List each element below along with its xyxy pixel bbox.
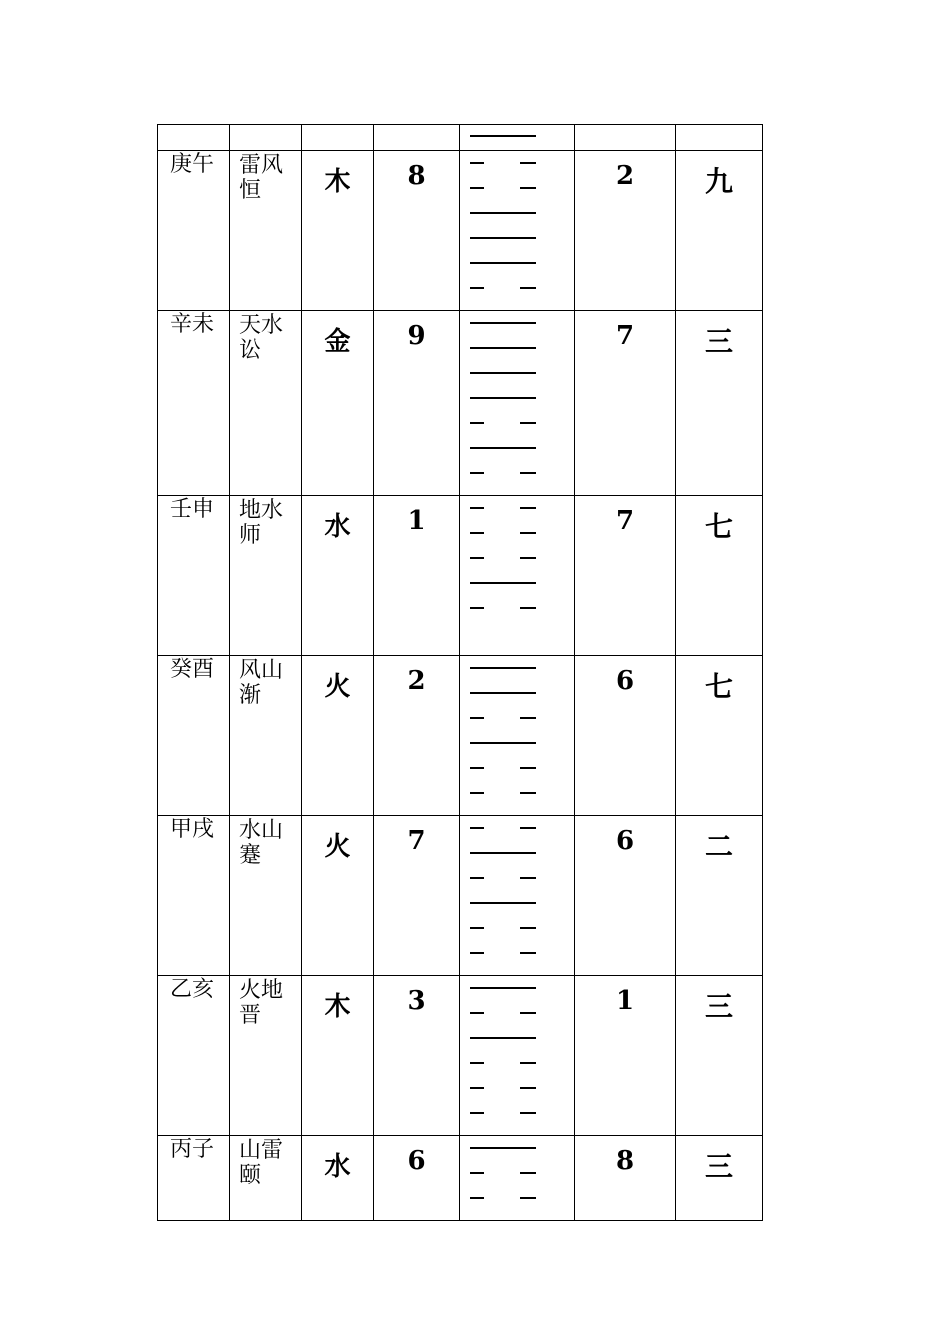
yin-line [470, 461, 574, 486]
yin-line [470, 176, 574, 201]
yin-line [470, 756, 574, 781]
yun-cell: 二 [676, 816, 763, 976]
gua-name-cell [230, 151, 302, 311]
yang-line [470, 681, 574, 706]
ganzhi-cell: 乙亥 [158, 976, 230, 1136]
number-cell: 7 [374, 816, 460, 976]
number-cell: 8 [374, 151, 460, 311]
yin-line [470, 496, 574, 521]
wuxing-cell: 火 [302, 656, 374, 816]
ganzhi-cell: 癸酉 [158, 656, 230, 816]
number-cell-2: 1 [575, 976, 676, 1136]
yin-line [470, 916, 574, 941]
gua-name: 山雷颐 [239, 1138, 284, 1188]
yang-line [470, 1136, 574, 1161]
yin-line [470, 1161, 574, 1186]
wuxing-cell: 木 [302, 151, 374, 311]
yun-cell: 九 [676, 151, 763, 311]
number-cell: 2 [374, 656, 460, 816]
yun-cell: 三 [676, 976, 763, 1136]
gua-name: 雷风恒 [239, 153, 284, 203]
wuxing-cell: 木 [302, 976, 374, 1136]
gua-name-cell [230, 125, 302, 151]
yin-line [470, 411, 574, 436]
yang-line [470, 226, 574, 251]
number-cell-2: 7 [575, 496, 676, 656]
wuxing-cell: 金 [302, 311, 374, 496]
yang-line [470, 976, 574, 1001]
table-row [158, 125, 763, 151]
table-row [158, 816, 763, 976]
yang-line [470, 656, 574, 681]
number-cell-2 [575, 125, 676, 151]
hexagram-lines-cell [460, 125, 575, 151]
yang-line [470, 201, 574, 226]
hexagram-lines-cell [460, 311, 575, 496]
yang-line [470, 841, 574, 866]
yin-line [470, 866, 574, 891]
yun-cell: 七 [676, 496, 763, 656]
gua-name-cell [230, 816, 302, 976]
gua-name-cell [230, 496, 302, 656]
yin-line [470, 546, 574, 571]
yang-line [470, 731, 574, 756]
yang-line [470, 311, 574, 336]
gua-name: 水山蹇 [239, 818, 284, 868]
number-cell-2: 8 [575, 1136, 676, 1221]
yin-line [470, 1186, 574, 1211]
yin-line [470, 1076, 574, 1101]
yun-cell: 三 [676, 311, 763, 496]
ganzhi-cell: 辛未 [158, 311, 230, 496]
yang-line [470, 251, 574, 276]
hexagram-lines-cell [460, 1136, 575, 1221]
number-cell: 9 [374, 311, 460, 496]
yin-line [470, 1101, 574, 1126]
number-cell [374, 125, 460, 151]
gua-name: 火地晋 [239, 978, 284, 1028]
yin-line [470, 596, 574, 621]
yin-line [470, 941, 574, 966]
yang-line [470, 436, 574, 461]
ganzhi-cell: 壬申 [158, 496, 230, 656]
yin-line [470, 706, 574, 731]
yun-cell: 三 [676, 1136, 763, 1221]
yang-line [470, 361, 574, 386]
wuxing-cell [302, 125, 374, 151]
number-cell-2: 6 [575, 816, 676, 976]
yin-line [470, 816, 574, 841]
gua-name: 天水讼 [239, 313, 284, 363]
table-row [158, 496, 763, 656]
yang-line [470, 386, 574, 411]
gua-name-cell [230, 311, 302, 496]
yang-line [470, 336, 574, 361]
hexagram-table [157, 124, 763, 1221]
gua-name-cell [230, 656, 302, 816]
yang-line [470, 891, 574, 916]
yun-cell: 七 [676, 656, 763, 816]
table-row [158, 151, 763, 311]
table-row [158, 311, 763, 496]
wuxing-cell: 水 [302, 1136, 374, 1221]
number-cell: 1 [374, 496, 460, 656]
gua-name-cell [230, 976, 302, 1136]
ganzhi-cell: 庚午 [158, 151, 230, 311]
number-cell: 6 [374, 1136, 460, 1221]
gua-name: 风山渐 [239, 658, 284, 708]
gua-name: 地水师 [239, 498, 284, 548]
table-row [158, 656, 763, 816]
yang-line [470, 125, 574, 149]
hexagram-lines-cell [460, 816, 575, 976]
number-cell-2: 6 [575, 656, 676, 816]
number-cell-2: 7 [575, 311, 676, 496]
ganzhi-cell: 甲戌 [158, 816, 230, 976]
table-body [158, 125, 763, 1221]
yang-line [470, 571, 574, 596]
ganzhi-cell [158, 125, 230, 151]
wuxing-cell: 火 [302, 816, 374, 976]
yin-line [470, 276, 574, 301]
yang-line [470, 1026, 574, 1051]
ganzhi-cell: 丙子 [158, 1136, 230, 1221]
table-row [158, 976, 763, 1136]
number-cell-2: 2 [575, 151, 676, 311]
hexagram-lines-cell [460, 656, 575, 816]
yin-line [470, 521, 574, 546]
yin-line [470, 1051, 574, 1076]
table-row [158, 1136, 763, 1221]
hexagram-lines-cell [460, 151, 575, 311]
yin-line [470, 151, 574, 176]
gua-name-cell [230, 1136, 302, 1221]
wuxing-cell: 水 [302, 496, 374, 656]
yin-line [470, 781, 574, 806]
number-cell: 3 [374, 976, 460, 1136]
hexagram-lines-cell [460, 976, 575, 1136]
yun-cell [676, 125, 763, 151]
hexagram-lines-cell [460, 496, 575, 656]
yin-line [470, 1001, 574, 1026]
